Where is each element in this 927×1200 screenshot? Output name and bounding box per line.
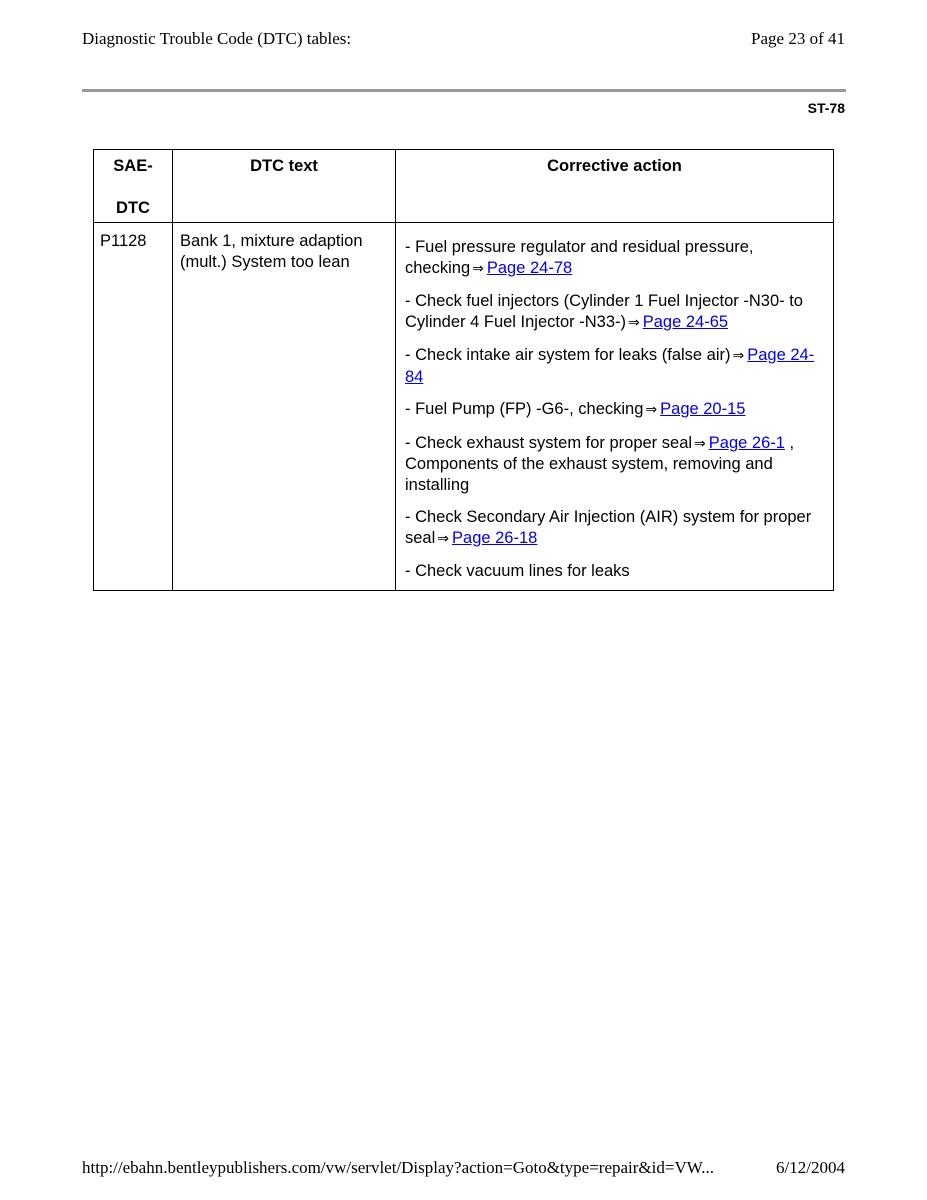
table-header-row bbox=[94, 150, 834, 223]
arrow-icon: ⇒ bbox=[628, 314, 640, 331]
page-number: Page 23 of 41 bbox=[751, 29, 845, 48]
action-item bbox=[405, 237, 823, 279]
action-item bbox=[405, 507, 823, 549]
action-item bbox=[405, 291, 823, 333]
dtc-label: DTC bbox=[116, 198, 150, 217]
source-url: http://ebahn.bentleypublishers.com/vw/servlet/Display?action=Goto&type=repair&id=VW... bbox=[82, 1158, 714, 1177]
arrow-icon: ⇒ bbox=[645, 402, 658, 418]
page-link[interactable]: Page 20-15 bbox=[660, 400, 746, 418]
action-text: - Fuel Pump (FP) -G6-, checking bbox=[405, 400, 644, 418]
dtc-table bbox=[93, 149, 834, 591]
page-link[interactable]: Page 24-78 bbox=[486, 258, 573, 277]
action-text: - Check Secondary Air Injection (AIR) system for proper seal bbox=[405, 508, 812, 547]
sae-label: SAE- bbox=[113, 157, 153, 175]
dtc-code: P1128 bbox=[94, 223, 173, 591]
action-text: - Check fuel injectors (Cylinder 1 Fuel Injector -N30- to Cylinder 4 Fuel Injector -N33-) bbox=[405, 292, 803, 331]
corrective-action-cell bbox=[396, 223, 834, 591]
section-code: ST-78 bbox=[807, 100, 845, 116]
action-item bbox=[405, 433, 823, 496]
page-link[interactable]: Page 24-65 bbox=[642, 312, 729, 331]
table-row bbox=[94, 223, 834, 591]
action-text: - Check vacuum lines for leaks bbox=[405, 562, 630, 580]
column-header-dtc-text: DTC text bbox=[173, 150, 396, 223]
action-text: - Check exhaust system for proper seal bbox=[405, 433, 693, 452]
arrow-icon: ⇒ bbox=[694, 435, 706, 452]
action-item bbox=[405, 561, 823, 582]
action-item bbox=[405, 399, 823, 421]
page-link[interactable]: Page 26-18 bbox=[452, 528, 538, 547]
print-date: 6/12/2004 bbox=[776, 1158, 845, 1177]
arrow-icon: ⇒ bbox=[472, 260, 484, 277]
page-link[interactable]: Page 26-1 bbox=[708, 433, 785, 452]
column-header-sae-dtc bbox=[94, 150, 173, 223]
column-header-corrective-action: Corrective action bbox=[396, 150, 834, 223]
action-text: - Fuel pressure regulator and residual pressure, checking bbox=[405, 238, 754, 277]
page-link[interactable]: Page 24-84 bbox=[405, 346, 815, 386]
action-item bbox=[405, 345, 823, 387]
document-title: Diagnostic Trouble Code (DTC) tables: bbox=[82, 29, 352, 48]
action-suffix: , Components of the exhaust system, removing and installing bbox=[405, 433, 795, 494]
action-text: - Check intake air system for leaks (false air) bbox=[405, 346, 731, 364]
dtc-description: Bank 1, mixture adaption (mult.) System too lean bbox=[173, 223, 396, 591]
arrow-icon: ⇒ bbox=[732, 348, 745, 364]
arrow-icon: ⇒ bbox=[437, 530, 450, 547]
header-divider bbox=[82, 89, 846, 92]
